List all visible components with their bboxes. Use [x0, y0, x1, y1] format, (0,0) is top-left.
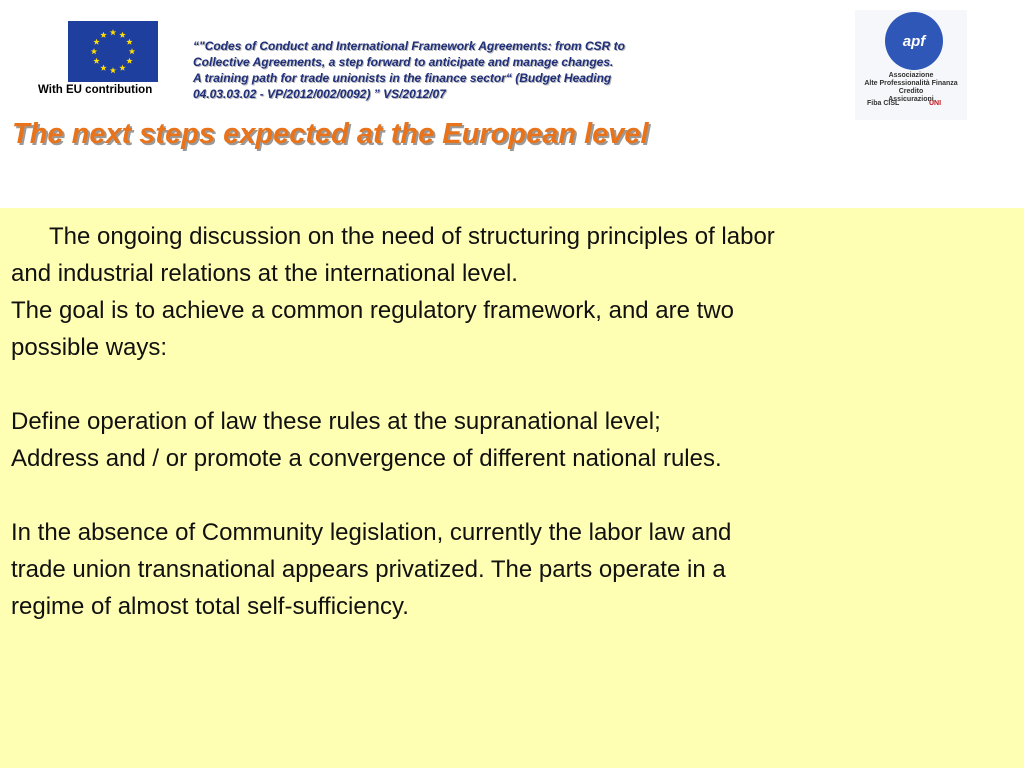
paragraph-line: The goal is to achieve a common regulatory framework, and are two — [11, 297, 735, 324]
option-line: Address and / or promote a convergence of different national rules. — [11, 445, 722, 472]
project-line: A training path for trade unionists in the finance sector“ (Budget Heading — [193, 71, 612, 85]
paragraph-line: In the absence of Community legislation, currently the labor law and — [11, 519, 732, 546]
fiba-cisl-logo: Fiba CISL — [867, 100, 900, 107]
eu-star-icon — [110, 67, 116, 73]
apf-logo — [855, 10, 967, 120]
eu-star-icon — [91, 48, 97, 54]
eu-stars-icon — [68, 21, 158, 82]
paragraph-line: possible ways: — [11, 334, 168, 361]
apf-line: Alte Professionalità Finanza — [864, 80, 958, 87]
uni-logo: UNI — [929, 100, 942, 107]
apf-line: Associazione — [888, 72, 934, 79]
eu-star-icon — [126, 39, 132, 45]
paragraph-line: trade union transnational appears privatized. The parts operate in a — [11, 556, 726, 583]
option-line: Define operation of law these rules at the supranational level; — [11, 408, 661, 435]
eu-star-icon — [129, 48, 135, 54]
paragraph-line: The ongoing discussion on the need of structuring principles of labor — [49, 223, 775, 250]
apf-letters: apf — [902, 33, 926, 50]
project-line: “"Codes of Conduct and International Framework Agreements: from CSR to — [193, 39, 625, 53]
project-line: Collective Agreements, a step forward to anticipate and manage changes. — [193, 55, 614, 69]
eu-star-icon — [93, 58, 99, 64]
eu-star-icon — [100, 32, 106, 38]
spacer — [11, 477, 1017, 514]
eu-star-icon — [126, 58, 132, 64]
eu-contribution-caption: With EU contribution — [38, 84, 153, 96]
eu-flag-logo — [68, 21, 158, 82]
body-text — [11, 218, 1017, 625]
eu-star-icon — [110, 29, 116, 35]
eu-star-icon — [100, 65, 106, 71]
apf-line: Assicurazioni — [888, 96, 934, 103]
eu-star-icon — [119, 65, 125, 71]
apf-circle-icon — [885, 12, 943, 70]
apf-line: Credito — [898, 88, 924, 95]
content-area — [0, 208, 1024, 768]
eu-star-icon — [119, 32, 125, 38]
project-description — [193, 38, 793, 102]
slide-title: The next steps expected at the European level — [12, 118, 649, 150]
project-line: 04.03.03.02 - VP/2012/002/0092) ” VS/2012/07 — [193, 87, 446, 101]
paragraph-line: regime of almost total self-sufficiency. — [11, 593, 409, 620]
paragraph-line: and industrial relations at the international level. — [11, 260, 518, 287]
spacer — [11, 366, 1017, 403]
eu-star-icon — [93, 39, 99, 45]
